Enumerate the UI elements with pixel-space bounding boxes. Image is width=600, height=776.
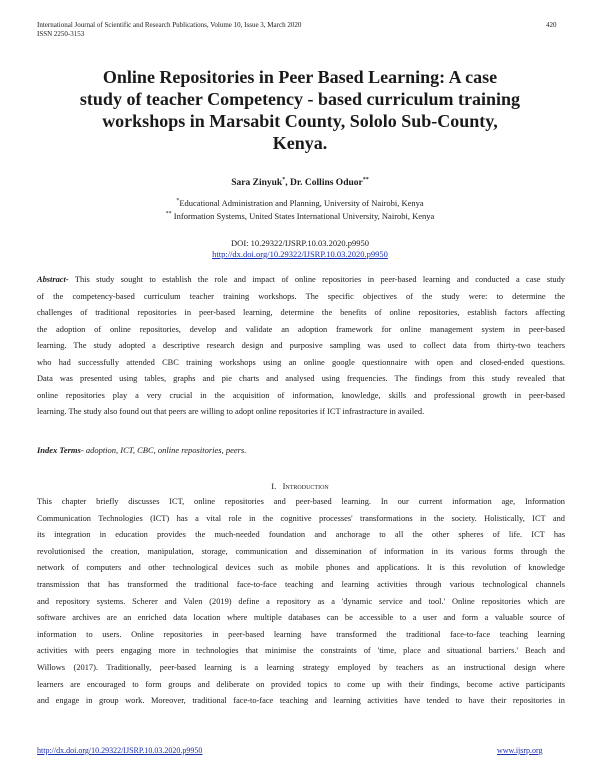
abstract-line: Data was presented using tables, graphs and pie charts and analysed using frequencies. The findings from this study revealed that [37, 374, 565, 383]
index-terms-text: - adoption, ICT, CBC, online repositories, peers. [80, 445, 247, 455]
doi-link[interactable]: http://dx.doi.org/10.29322/IJSRP.10.03.2020.p9950 [212, 249, 388, 259]
author-mark: * [282, 177, 286, 183]
issn: ISSN 2250-3153 [37, 30, 85, 38]
body-line: information to users. Online repositories in peer-based learning have transformed the traditional face-to-face teaching learning [37, 629, 565, 639]
footer-doi-link[interactable]: http://dx.doi.org/10.29322/IJSRP.10.03.2020.p9950 [37, 746, 203, 755]
abstract-label: Abstract- [37, 275, 69, 284]
abstract [37, 272, 565, 421]
author-list [0, 177, 600, 188]
doi-text: DOI: 10.29322/IJSRP.10.03.2020.p9950 [231, 238, 369, 248]
body-line: revolutionised the creation, manipulation, storage, communication and dissemination of information in its various forms through the [37, 546, 565, 556]
affiliation-text: Educational Administration and Planning, University of Nairobi, Kenya [179, 197, 424, 208]
affiliation-mark: * [176, 198, 180, 204]
title-line: Kenya. [272, 133, 328, 153]
abstract-line: challenges of traditional repositories in peer-based learning, determine the benefits of online repositories, establish factors affecting [37, 308, 565, 317]
abstract-line: of the competency-based curriculum teacher training workshops. The specific objectives of the study were: to determine the [37, 291, 565, 301]
abstract-line: online repositories play a very crucial in the acquisition of information, knowledge, skills and professional growth in peer-based [37, 390, 565, 400]
introduction-body [37, 494, 565, 710]
author-separator: , [285, 178, 290, 189]
paper-title [30, 66, 570, 154]
title-line: workshops in Marsabit County, Sololo Sub-County, [102, 111, 498, 131]
affiliation-text: Information Systems, United States International University, Nairobi, Kenya [171, 210, 435, 221]
affiliations [0, 196, 600, 222]
abstract-line: the adoption of online repositories, develop and validate an adoption framework for online management system in peer-based [37, 324, 565, 334]
body-line: This chapter briefly discusses ICT, online repositories and peer-based learning. In our current information age, Information [37, 497, 565, 506]
body-line: activities with peers engaging more in technologies that minimise the constraints of 'time, place and situational barriers.' Beach and [37, 646, 565, 656]
body-line: its integration in education provides the much-needed foundation and anchorage to all the other spheres of life. ICT has [37, 530, 565, 540]
author-name: Sara Zinyuk [231, 178, 283, 189]
page-number: 420 [546, 21, 557, 29]
title-line: study of teacher Competency - based curriculum training [79, 89, 521, 109]
body-line: Willows (2017). Traditionally, peer-based learning is a learning strategy employed by teachers as an instructional design where [37, 662, 565, 672]
section-numeral: I. [271, 481, 277, 491]
footer-site-link[interactable]: www.ijsrp.org [497, 746, 543, 755]
abstract-line: Abstract- This study sought to establish the role and impact of online repositories in peer-based learning and conducted a case study [37, 275, 565, 284]
index-terms [37, 445, 246, 455]
section-title: Introduction [282, 481, 329, 491]
abstract-line: learning. The study also found out that peers are willing to adopt online repositories if ICT infrastracture in availed. [37, 407, 425, 416]
affiliation [0, 196, 600, 209]
affiliation [0, 209, 600, 222]
author-mark: ** [362, 177, 369, 183]
body-line: software archives are an enriched data location where multiple databases can be accessible to a user and form a valuable source of [37, 613, 565, 623]
running-header [37, 21, 301, 39]
section-heading [0, 481, 600, 491]
abstract-line: learning. The study adopted a descriptive research design and purposive sampling was used to collect data from thirty-two teachers [37, 341, 565, 350]
body-line: transmission that has transformed the traditional face-to-face teaching and learning activities through various technological channels [37, 579, 565, 589]
body-line: and engage in group work. Moreover, traditional face-to-face teaching and learning activities have tended to have their repositories in [37, 696, 565, 706]
body-line: Communication Technologies (ICT) has a vital role in the cognitive processes' transformations in the society. Holistically, ICT and [37, 513, 565, 523]
journal-line: International Journal of Scientific and Research Publications, Volume 10, Issue 3, March 2020 [37, 21, 302, 29]
index-terms-label: Index Terms [37, 445, 81, 455]
abstract-line: who had successfully attended CBC training workshops using an online google questionnaire with open and closed-ended questions. [37, 357, 565, 367]
body-line: network of computers and other technological devices such as mobile phones and applications. It is this revolution of knowledge [37, 563, 565, 573]
author-name: Dr. Collins Oduor [289, 178, 363, 189]
body-line: and repository systems. Scherer and Valen (2019) define a repository as a 'dynamic service and tool.' Online repositories which are [37, 596, 565, 606]
body-line: learners are encouraged to form groups and deliberate on provided topics to come up with their findings, become active participants [37, 679, 565, 689]
doi-block [0, 238, 600, 260]
title-line: Online Repositories in Peer Based Learning: A case [102, 67, 498, 87]
affiliation-mark: ** [165, 210, 172, 217]
